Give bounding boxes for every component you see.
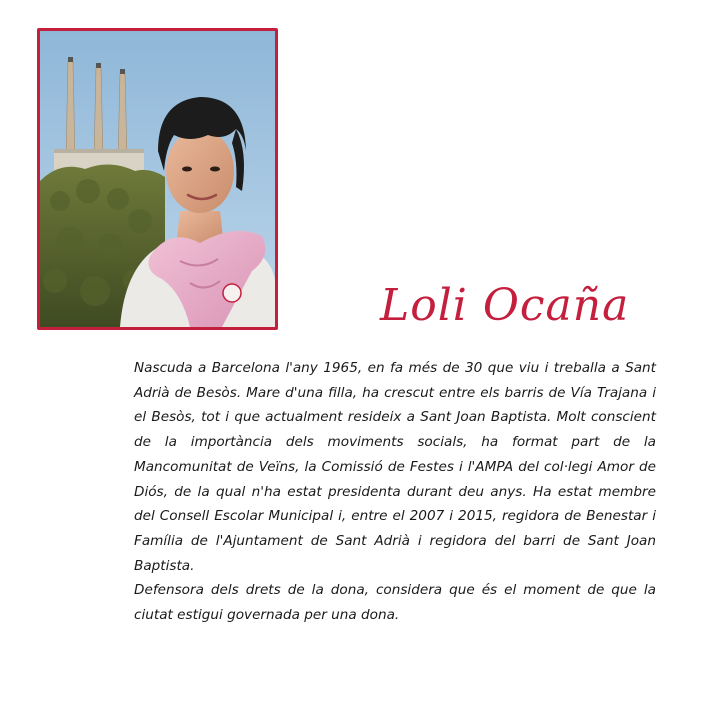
portrait-photo-icon [40,31,275,327]
bio-paragraph-1: Nascuda a Barcelona l'any 1965, en fa més de 30 que viu i treballa a Sant Adrià de Besòs. Mare d'una filla, ha crescut entre els barris de Vía Trajana i el Besòs, tot i que actualment resideix a Sant Joan Baptista. Molt conscient de la importància dels moviments socials, ha format part de la Mancomunitat de Veïns, la Comissió de Festes i l'AMPA del col·legi Amor de Diós, de la qual n'ha estat presidenta durant deu anys. Ha estat membre del Consell Escolar Municipal i, entre el 2007 i 2015, regidora de Benestar i Família de l'Ajuntament de Sant Adrià i regidora del barri de Sant Joan Baptista. [134,360,656,574]
portrait-photo [37,28,278,330]
person-name: Loli Ocaña [380,280,630,331]
bio-paragraph-2: Defensora dels drets de la dona, considera que és el moment de que la ciutat estigui governada per una dona. [134,582,656,624]
biography [134,356,656,628]
